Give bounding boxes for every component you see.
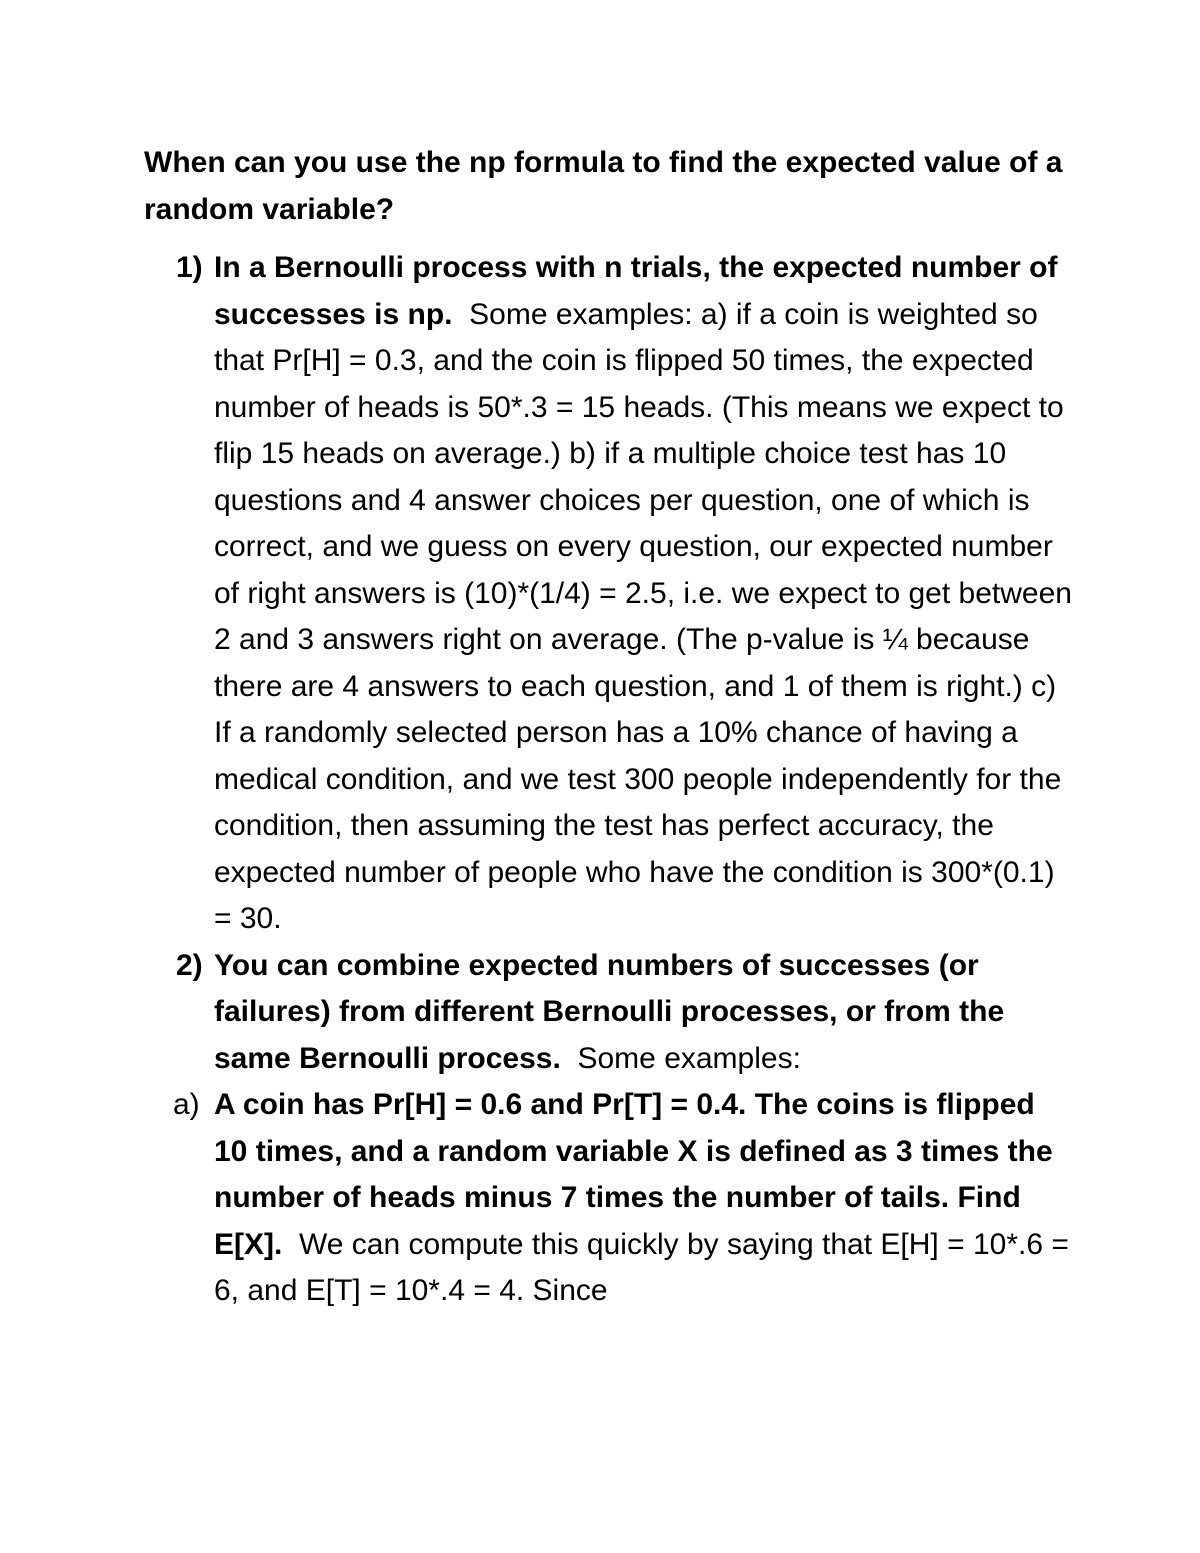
list-marker-1: 1) [176, 251, 203, 284]
list-marker-2: 2) [176, 948, 203, 982]
list-item-2-examples-intro: Some examples: [577, 1041, 801, 1075]
list-item-1 [144, 245, 1074, 943]
document-body [144, 140, 1074, 1315]
list-item-2-statement: You can combine expected numbers of successes (or failures) from different Bernoulli processes, or from the same Bernoulli process. [214, 948, 1005, 1075]
question-heading: When can you use the np formula to find the expected value of a random variable? [144, 146, 1063, 226]
list-item-1-statement: In a Bernoulli process with n trials, the expected number of successes is np. [214, 251, 1058, 331]
list-item-a [144, 1082, 1074, 1315]
list-item-1-examples: Some examples: a) if a coin is weighted so that Pr[H] = 0.3, and the coin is flipped 50 times, the expected number of heads is 50*.3 = 15 heads. (This means we expect to flip 15 heads on average.) b) if a multiple choice test has 10 questions and 4 answer choices per question, one of which is correct, and we guess on every question, our expected number of right answers is (10)*(1/4) = 2.5, i.e. we expect to get between 2 and 3 answers right on average. (The p-value is ¼ because there are 4 answers to each question, and 1 of them is right.) c) If a randomly selected person has a 10% chance of having a medical condition, and we test 300 people independently for the condition, then assuming the test has perfect accuracy, the expected number of people who have the condition is 300*(0.1) = 30. [214, 297, 1072, 935]
list-marker-a: a) [173, 1088, 200, 1121]
list-item-2 [144, 943, 1074, 1083]
list-item-a-solution: We can compute this quickly by saying that E[H] = 10*.6 = 6, and E[T] = 10*.4 = 4. Since [214, 1227, 1069, 1307]
list-item-a-problem: A coin has Pr[H] = 0.6 and Pr[T] = 0.4. The coins is flipped 10 times, and a random variable X is defined as 3 times the number of heads minus 7 times the number of tails. Find E[X]. [214, 1088, 1053, 1261]
